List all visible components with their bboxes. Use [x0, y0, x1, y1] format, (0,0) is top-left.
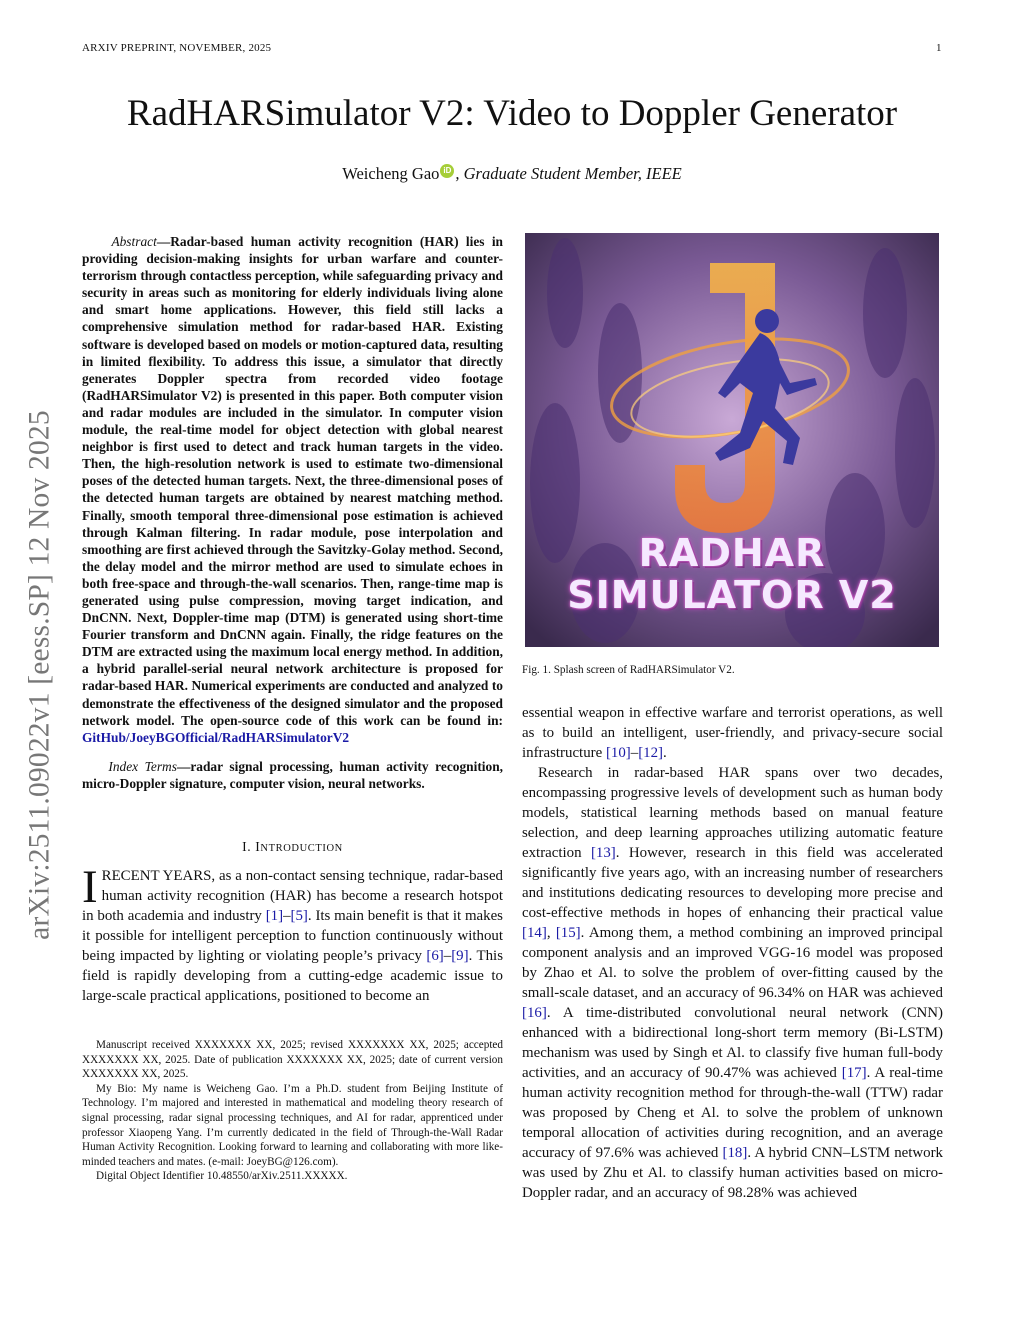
right-text: –	[630, 745, 639, 761]
citation-link[interactable]: [10]	[605, 745, 631, 761]
splash-logo-line1: RADHAR	[638, 531, 826, 575]
citation-link[interactable]: [18]	[722, 1145, 748, 1161]
footnote-manuscript: Manuscript received XXXXXXX XX, 2025; revised XXXXXXX XX, 2025; accepted XXXXXXX XX, 2025. Date of publication XXXXXXX XX, 2025; date of current version XXXXXXX XX, 2025.	[82, 1039, 503, 1081]
author-affiliation: , Graduate Student Member, IEEE	[455, 164, 682, 183]
citation-link[interactable]: [14]	[522, 925, 547, 941]
paper-title: RadHARSimulator V2: Video to Doppler Generator	[126, 93, 898, 134]
section-heading-introduction	[82, 839, 503, 855]
citation-link[interactable]: [16]	[522, 1005, 547, 1021]
citation-link[interactable]: [13]	[590, 845, 616, 861]
github-link[interactable]: GitHub/JoeyBGOfficial/RadHARSimulatorV2	[82, 729, 350, 745]
right-paragraph-1	[522, 703, 943, 763]
arxiv-side-stamp	[10, 365, 70, 985]
footnote-bio: My Bio: My name is Weicheng Gao. I’m a Ph.D. student from Beijing Institute of Technology. I’m majored and interested in mathematical and modeling theory research of signal processing, radar signal processing techniques, and AI for radar, apprenticed under professor Xiaopeng Yang. I’m currently dedicated in the field of Through-the-Wall Radar Human Activity Recognition. Looking forward to learning and collaborating with more like-minded teachers and mates. (e-mail: JoeyBG@126.com).	[82, 1082, 503, 1168]
dropcap-tail: RECENT YEARS	[101, 868, 212, 884]
orcid-icon[interactable]: iD	[440, 164, 454, 178]
index-terms-text: —radar signal processing, human activity recognition, micro-Doppler signature, computer vision, neural networks.	[82, 758, 503, 791]
intro-text-a: , as a non-contact sensing technique, radar-based human activity recognition (HAR) has become a research hotspot in both academia and industry	[82, 868, 503, 924]
running-head: ARXIV PREPRINT, NOVEMBER, 2025	[82, 42, 272, 54]
right-text: essential weapon in effective warfare and terrorist operations, as well as to build an intelligent, user-friendly, and privacy-secure social infrastructure	[522, 705, 943, 761]
right-text: . A real-time human activity recognition method for through-the-wall (TTW) radar was proposed by Cheng et Al. to solve the problem of unknown temporal allocation of activities during recognition, and an average accuracy of 97.6% was achieved	[522, 1065, 943, 1161]
citation-link[interactable]: [9]	[451, 948, 469, 964]
footnote-doi: Digital Object Identifier 10.48550/arXiv.2511.XXXXX.	[96, 1170, 348, 1183]
section-title-initial: I	[255, 839, 261, 854]
citation-link[interactable]: [6]	[426, 948, 444, 964]
dropcap: I	[82, 861, 98, 913]
right-text: . Among them, a method combining an improved principal component analysis and an improved VGG-16 model was proposed by Zhao et Al. to solve the problem of over-fitting caused by the small-scale dataset, and an accuracy of 96.34% on HAR was achieved	[522, 925, 943, 1001]
right-paragraph-2	[522, 763, 943, 1203]
intro-text-b: –	[283, 908, 291, 924]
citation-link[interactable]: [12]	[638, 745, 664, 761]
section-numeral: I.	[242, 839, 256, 854]
left-column	[82, 233, 503, 1184]
intro-text-c: . Its main benefit is that it makes it possible for intelligent perception to function continuously without being impacted by lighting or violating people’s privacy	[82, 908, 503, 964]
page-number: 1	[936, 42, 942, 54]
index-terms-label: Index Terms	[108, 758, 177, 774]
index-terms	[82, 758, 503, 792]
right-text: . A hybrid CNN–LSTM network was used by Zhu et Al. to classify human activities based on micro-Doppler radar, and an accuracy of 98.28% was achieved	[522, 1145, 943, 1201]
citation-link[interactable]: [5]	[290, 908, 308, 924]
right-text: . A time-distributed convolutional neural network (CNN) enhanced with a bidirectional long-short term memory (Bi-LSTM) mechanism was used by Singh et Al. to classify five human full-body activities, and an accuracy of 90.47% was achieved	[522, 1005, 943, 1081]
abstract-label: Abstract	[111, 234, 157, 249]
abstract-text: —Radar-based human activity recognition (HAR) lies in providing decision-making insights for urban warfare and counter-terrorism through contactless perception, while safeguarding privacy and security in areas such as monitoring for elderly individuals living alone and smart home applications. However, this field still lacks a comprehensive simulation method for radar-based HAR. Existing software is developed based on models or motion-captured data, resulting in limited flexibility. To address this issue, a simulator that directly generates Doppler spectra from recorded video footage (RadHARSimulator V2) is presented in this paper. Both computer vision and radar modules are included in the simulator. In computer vision module, the real-time model for object detection with global nearest neighbor is first used to detect and track human targets in the video. Then, the high-resolution network is used to estimate two-dimensional poses of the detected human targets. Next, the three-dimensional poses of the detected human targets are obtained by nearest matching method. Finally, smooth temporal three-dimensional pose estimation is achieved through Kalman filtering. In radar module, pose interpolation and smoothing are first achieved through the Savitzky-Golay method. Second, the delay model and the mirror method are used to simulate echoes in both free-space and through-the-wall scenarios. Then, range-time map is generated using pulse compression, moving target indication, and DnCNN. Next, Doppler-time map (DTM) is generated using short-time Fourier transform and DnCNN again. Finally, the ridge features on the DTM are extracted using the maximum local energy method. In addition, a hybrid parallel-serial neural network architecture is proposed for radar-based HAR. Numerical experiments are conducted and analyzed to demonstrate the effectiveness of the designed simulator and the proposed network model. The open-source code of this work can be found in:	[82, 234, 504, 728]
right-text: .	[663, 745, 667, 761]
arxiv-id: arXiv:2511.09022v1 [eess.SP] 12 Nov 2025	[23, 410, 56, 940]
citation-link[interactable]: [1]	[265, 908, 284, 924]
abstract	[82, 233, 503, 746]
author-line	[0, 164, 1024, 184]
right-text: . However, research in this field was accelerated significantly five years ago, with an increasing number of researchers and institutions dedicating resources to developing more precise and cost-effective methods in hopes of enhancing their practical value	[522, 845, 943, 921]
intro-text-d: –	[443, 948, 452, 964]
citation-link[interactable]: [15]	[555, 925, 581, 941]
footnotes	[82, 1038, 503, 1184]
right-text: Research in radar-based HAR spans over two decades, encompassing progressive levels of development such as human body models, statistical learning methods based on manual feature selection, and deep learning approaches utilizing automatic feature extraction	[522, 765, 943, 861]
figure-caption: Fig. 1. Splash screen of RadHARSimulator V2.	[522, 664, 735, 676]
right-column	[522, 233, 943, 1203]
section-title-rest: NTRODUCTION	[260, 843, 343, 854]
author-name: Weicheng Gao	[342, 164, 440, 183]
citation-link[interactable]: [17]	[841, 1065, 867, 1081]
intro-text-e: . This field is rapidly developing from a cutting-edge academic issue to large-scale practical applications, positioned to become an	[82, 948, 503, 1004]
splash-logo-line2: SIMULATOR V2	[567, 573, 897, 617]
figure-splash-screen	[525, 233, 939, 647]
intro-paragraph	[82, 861, 503, 1006]
right-text: ,	[546, 925, 556, 941]
